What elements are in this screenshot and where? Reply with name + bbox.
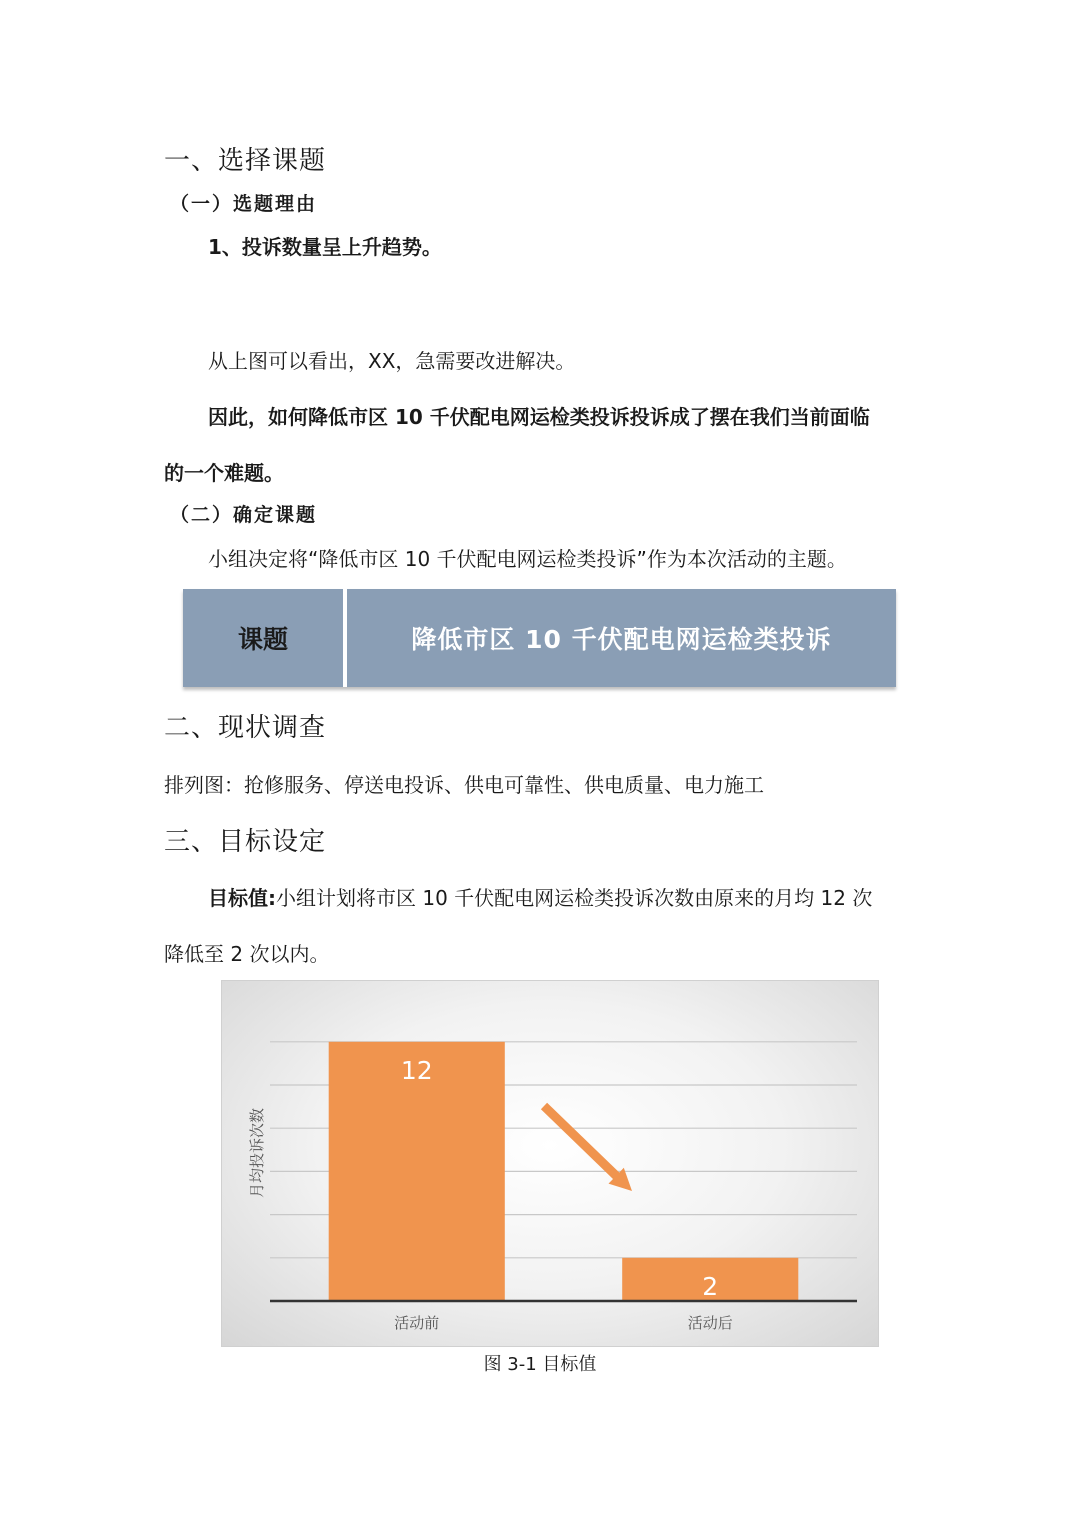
figure-caption: 图 3-1 目标值 xyxy=(483,1354,597,1375)
goal-line2: 降低至 2 次以内。 xyxy=(164,942,330,966)
sub1-heading: （一）选题理由 xyxy=(170,193,318,215)
target-chart-svg xyxy=(222,981,878,1346)
decision-text: 小组决定将“降低市区 10 千伏配电网运检类投诉”作为本次活动的主题。 xyxy=(208,547,847,571)
section2-heading: 二、现状调查 xyxy=(164,713,327,743)
topic-table xyxy=(183,589,896,687)
y-axis-label: 月均投诉次数 xyxy=(248,1107,266,1199)
goal-label: 目标值: xyxy=(208,886,276,910)
sub2-heading: （二）确定课题 xyxy=(170,504,318,526)
conclusion-line2: 的一个难题。 xyxy=(164,461,284,485)
goal-line1 xyxy=(208,882,872,911)
goal-text: 小组计划将市区 10 千伏配电网运检类投诉次数由原来的月均 12 次 xyxy=(276,886,873,910)
conclusion-line1: 因此，如何降低市区 10 千伏配电网运检类投诉投诉成了摆在我们当前面临 xyxy=(208,405,870,429)
section1-heading: 一、选择课题 xyxy=(164,146,327,176)
category-label-2: 活动后 xyxy=(687,1314,733,1332)
section3-heading: 三、目标设定 xyxy=(164,827,327,857)
topic-label-cell: 课题 xyxy=(183,589,343,687)
data-label-1: 12 xyxy=(400,1055,433,1085)
observation-text: 从上图可以看出，XX，急需要改进解决。 xyxy=(208,349,576,373)
point1-text: 1、投诉数量呈上升趋势。 xyxy=(208,235,442,259)
category-label-1: 活动前 xyxy=(394,1314,440,1332)
data-label-2: 2 xyxy=(702,1271,719,1301)
topic-value-cell: 降低市区 10 千伏配电网运检类投诉 xyxy=(347,589,896,687)
target-chart xyxy=(221,980,879,1347)
decrease-arrow-icon xyxy=(541,1103,632,1191)
status-survey-text: 排列图：抢修服务、停送电投诉、供电可靠性、供电质量、电力施工 xyxy=(164,773,764,797)
